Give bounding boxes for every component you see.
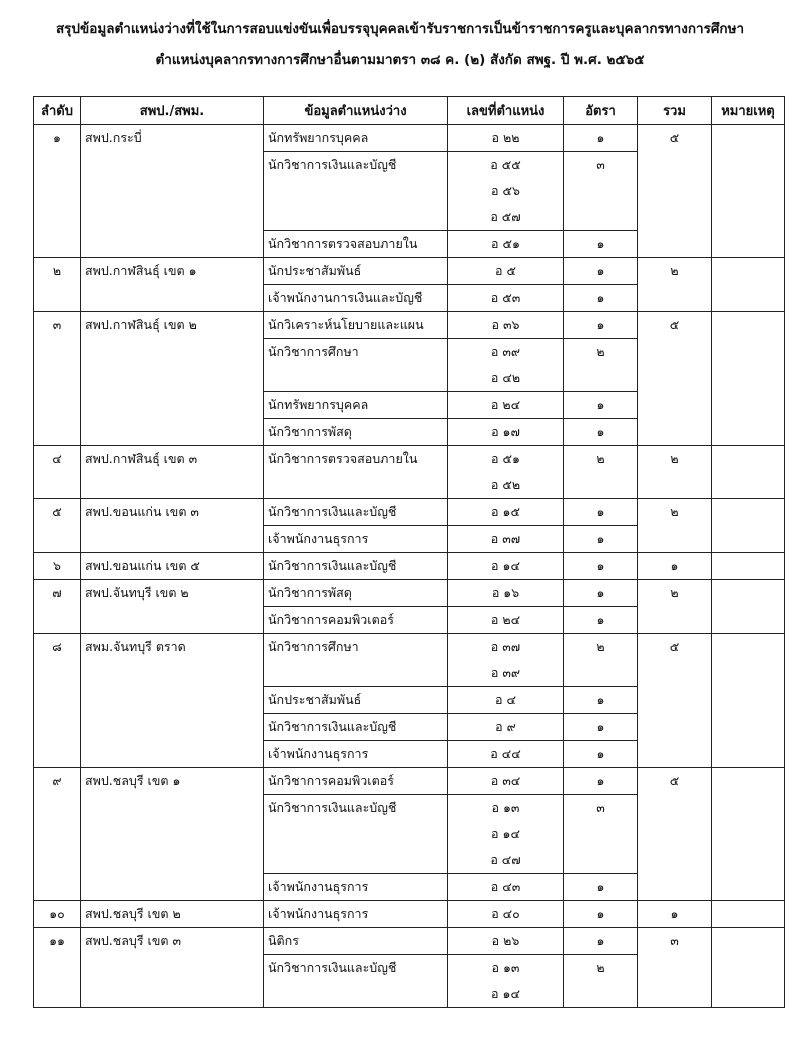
order-number: ๑๐ xyxy=(49,906,65,921)
office-name: สพป.กาฬสินธุ์ เขต ๑ xyxy=(85,263,197,278)
table-row xyxy=(34,580,785,607)
remarks-cell xyxy=(712,634,785,768)
header-position: ข้อมูลตำแหน่งว่าง xyxy=(264,97,448,125)
rate-value: ๑ xyxy=(596,424,605,439)
position-name: เจ้าพนักงานธุรการ xyxy=(268,906,369,921)
total-value: ๕ xyxy=(669,317,680,332)
position-name: นักวิชาการเงินและบัญชี xyxy=(268,504,397,519)
rate-value: ๑ xyxy=(596,692,605,707)
header-order: ลำดับ xyxy=(34,97,81,125)
position-number: อ ๒๖ xyxy=(491,933,520,948)
position-number: อ ๓๔ xyxy=(490,773,521,788)
position-number: อ ๑๓ xyxy=(491,800,520,815)
remarks-cell xyxy=(712,901,785,928)
table-row xyxy=(34,553,785,580)
total-value: ๒ xyxy=(670,585,679,600)
position-number: อ ๓๗ xyxy=(490,639,521,654)
rate-value: ๑ xyxy=(596,263,605,278)
remarks-cell xyxy=(712,768,785,901)
rate-value: ๑ xyxy=(596,585,605,600)
rate-value: ๑ xyxy=(596,906,605,921)
rate-value: ๑ xyxy=(596,531,605,546)
position-number: อ ๓๙ xyxy=(490,344,521,359)
position-number: อ ๕๕ xyxy=(490,157,521,172)
rate-value: ๑ xyxy=(596,397,605,412)
remarks-cell xyxy=(712,580,785,634)
position-name: นักวิชาการเงินและบัญชี xyxy=(268,157,397,172)
total-value: ๒ xyxy=(670,451,679,466)
position-name: นักวิชาการเงินและบัญชี xyxy=(268,960,397,975)
rate-value: ๑ xyxy=(596,933,605,948)
position-name: นักวิชาการคอมพิวเตอร์ xyxy=(268,773,394,788)
order-number: ๑ xyxy=(53,130,61,145)
rate-value: ๑ xyxy=(596,773,605,788)
table-row xyxy=(34,312,785,339)
order-number: ๒ xyxy=(52,263,62,278)
document-title-line-2: ตำแหน่งบุคลากรทางการศึกษาอื่นตามมาตรา ๓๘ ค. (๒) สังกัด สพฐ. ปี พ.ศ. ๒๕๖๕ xyxy=(155,52,645,68)
position-number: อ ๓๗ xyxy=(490,531,521,546)
header-rate: อัตรา xyxy=(564,97,638,125)
office-name: สพป.ชลบุรี เขต ๑ xyxy=(85,773,181,788)
position-name: นักวิชาการศึกษา xyxy=(268,639,359,654)
position-name: นักวิชาการตรวจสอบภายใน xyxy=(268,451,418,466)
position-number: อ ๕๗ xyxy=(490,209,521,224)
position-number: อ ๔๐ xyxy=(491,906,520,921)
order-number: ๙ xyxy=(52,773,62,788)
total-value: ๑ xyxy=(670,906,679,921)
rate-value: ๒ xyxy=(596,451,605,466)
office-name: สพป.กาฬสินธุ์ เขต ๓ xyxy=(85,451,198,466)
position-name: นักวิเคราะห์นโยบายและแผน xyxy=(268,317,424,332)
position-number: อ ๔๓ xyxy=(490,879,521,894)
rate-value: ๑ xyxy=(596,746,605,761)
table-row xyxy=(34,125,785,152)
rate-value: ๑ xyxy=(596,130,605,145)
order-number: ๓ xyxy=(52,317,62,332)
office-name: สพป.ขอนแก่น เขต ๓ xyxy=(85,504,199,519)
position-number: อ ๕๑ xyxy=(491,451,520,466)
position-number: อ ๓๖ xyxy=(491,317,520,332)
table-row xyxy=(34,928,785,955)
table-header-row xyxy=(34,97,785,125)
position-name: นักวิชาการเงินและบัญชี xyxy=(268,558,397,573)
office-name: สพป.ขอนแก่น เขต ๕ xyxy=(85,558,200,573)
rate-value: ๒ xyxy=(596,344,605,359)
remarks-cell xyxy=(712,928,785,1008)
position-name: เจ้าพนักงานธุรการ xyxy=(268,531,369,546)
rate-value: ๑ xyxy=(596,317,605,332)
position-number: อ ๒๔ xyxy=(490,612,521,627)
rate-value: ๒ xyxy=(596,639,605,654)
position-number: อ ๕๑ xyxy=(491,236,520,251)
position-number: อ ๕๒ xyxy=(490,477,521,492)
total-value: ๒ xyxy=(670,504,679,519)
position-number: อ ๕ xyxy=(495,263,516,278)
document-title-line-1: สรุปข้อมูลตำแหน่งว่างที่ใช้ในการสอบแข่งขันเพื่อบรรจุบุคคลเข้ารับราชการเป็นข้าราชการครูและบุคลากรทางการศึกษา xyxy=(55,21,745,37)
office-name: สพป.ชลบุรี เขต ๓ xyxy=(85,933,181,948)
position-number: อ ๕๖ xyxy=(491,183,520,198)
header-remarks: หมายเหตุ xyxy=(712,97,785,125)
rate-value: ๑ xyxy=(596,719,605,734)
rate-value: ๓ xyxy=(596,800,605,815)
header-position-number: เลขที่ตำแหน่ง xyxy=(448,97,564,125)
position-number: อ ๕๓ xyxy=(490,290,521,305)
order-number: ๑๑ xyxy=(49,933,65,948)
header-office: สพป./สพม. xyxy=(81,97,264,125)
table-row xyxy=(34,901,785,928)
position-number: อ ๑๖ xyxy=(491,585,520,600)
position-number: อ ๒๒ xyxy=(491,130,520,145)
total-value: ๒ xyxy=(670,263,679,278)
position-name: นักวิชาการพัสดุ xyxy=(268,585,352,600)
position-number: อ ๑๔ xyxy=(491,558,520,573)
position-number: อ ๑๔ xyxy=(491,826,520,841)
office-name: สพป.จันทบุรี เขต ๒ xyxy=(85,585,189,600)
rate-value: ๓ xyxy=(596,157,605,172)
rate-value: ๑ xyxy=(596,290,605,305)
remarks-cell xyxy=(712,499,785,553)
table-row xyxy=(34,258,785,285)
position-name: นักวิชาการเงินและบัญชี xyxy=(268,800,397,815)
position-name: เจ้าพนักงานการเงินและบัญชี xyxy=(268,290,423,305)
position-name: นักประชาสัมพันธ์ xyxy=(268,692,362,707)
rate-value: ๒ xyxy=(596,960,605,975)
office-name: สพม.จันทบุรี ตราด xyxy=(85,639,186,654)
header-total: รวม xyxy=(638,97,712,125)
remarks-cell xyxy=(712,258,785,312)
position-number: อ ๒๔ xyxy=(490,397,521,412)
position-name: นักประชาสัมพันธ์ xyxy=(268,263,362,278)
remarks-cell xyxy=(712,446,785,499)
table-body xyxy=(34,125,785,1008)
position-number: อ ๑๔ xyxy=(491,986,520,1001)
position-number: อ ๑๕ xyxy=(491,504,520,519)
position-number: อ ๑๓ xyxy=(491,960,520,975)
total-value: ๕ xyxy=(669,130,680,145)
position-number: อ ๔๒ xyxy=(490,370,521,385)
table-row xyxy=(34,768,785,795)
rate-value: ๑ xyxy=(596,558,605,573)
rate-value: ๑ xyxy=(596,504,605,519)
position-number: อ ๔๔ xyxy=(490,746,521,761)
rate-value: ๑ xyxy=(596,236,605,251)
total-value: ๕ xyxy=(669,639,680,654)
position-name: นักวิชาการเงินและบัญชี xyxy=(268,719,397,734)
remarks-cell xyxy=(712,312,785,446)
position-name: นักวิชาการศึกษา xyxy=(268,344,359,359)
position-number: อ ๔๗ xyxy=(490,852,521,867)
position-number: อ ๔ xyxy=(495,692,516,707)
order-number: ๘ xyxy=(52,639,62,654)
rate-value: ๑ xyxy=(596,612,605,627)
position-number: อ ๙ xyxy=(495,719,516,734)
total-value: ๑ xyxy=(670,558,679,573)
position-name: นักทรัพยากรบุคคล xyxy=(268,130,369,145)
position-name: นิติกร xyxy=(268,933,299,948)
order-number: ๔ xyxy=(52,451,62,466)
position-number: อ ๓๙ xyxy=(490,665,521,680)
order-number: ๖ xyxy=(53,558,61,573)
remarks-cell xyxy=(712,553,785,580)
rate-value: ๑ xyxy=(596,879,605,894)
office-name: สพป.ชลบุรี เขต ๒ xyxy=(85,906,181,921)
office-name: สพป.กาฬสินธุ์ เขต ๒ xyxy=(85,317,197,332)
remarks-cell xyxy=(712,125,785,258)
position-name: นักวิชาการตรวจสอบภายใน xyxy=(268,236,418,251)
office-name: สพป.กระบี่ xyxy=(85,130,142,145)
total-value: ๕ xyxy=(669,773,680,788)
position-name: นักวิชาการพัสดุ xyxy=(268,424,352,439)
position-name: นักวิชาการคอมพิวเตอร์ xyxy=(268,612,394,627)
position-name: เจ้าพนักงานธุรการ xyxy=(268,746,369,761)
table-row xyxy=(34,499,785,526)
vacancy-table xyxy=(33,96,785,1008)
table-row xyxy=(34,634,785,661)
position-name: เจ้าพนักงานธุรการ xyxy=(268,879,369,894)
table-row xyxy=(34,446,785,473)
order-number: ๗ xyxy=(52,585,62,600)
order-number: ๕ xyxy=(52,504,62,519)
total-value: ๓ xyxy=(670,933,679,948)
position-name: นักทรัพยากรบุคคล xyxy=(268,397,369,412)
position-number: อ ๑๗ xyxy=(491,424,520,439)
